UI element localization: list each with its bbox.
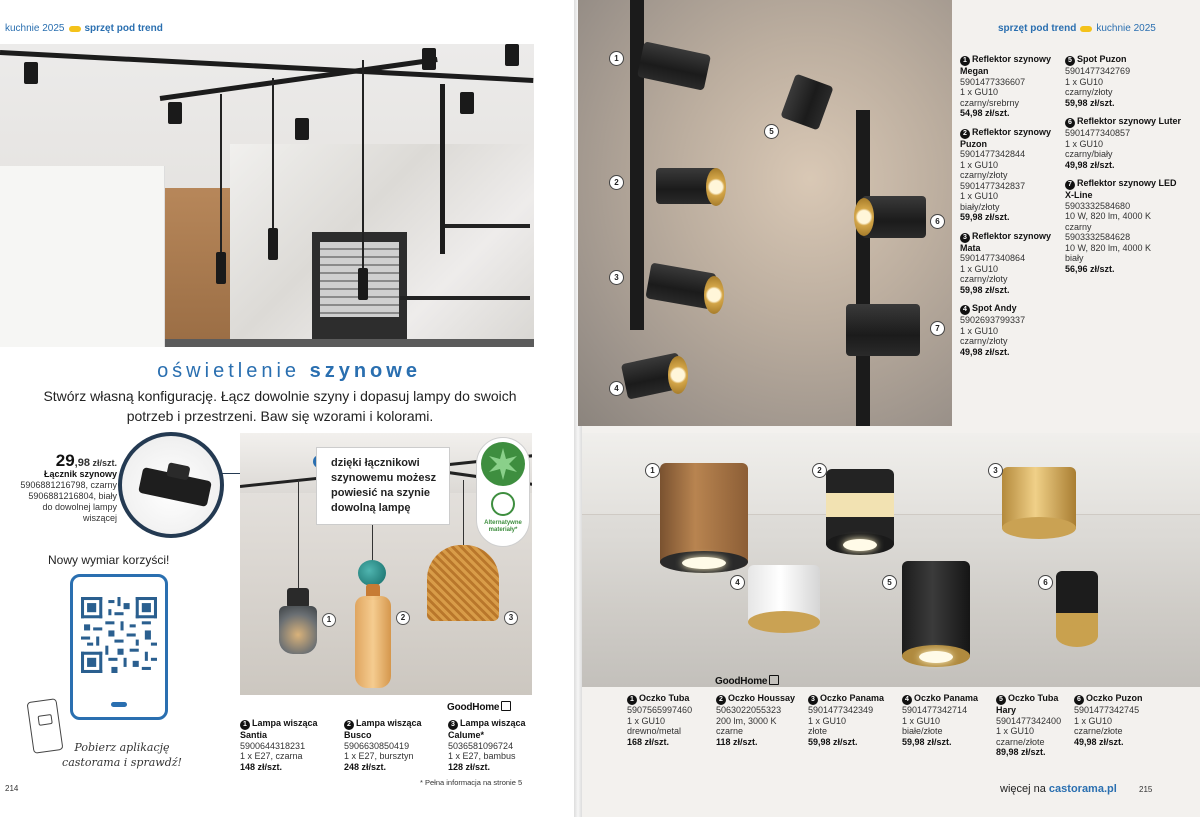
spots-list-col1: [960, 54, 1060, 357]
kitchen-shelf-top: [440, 224, 530, 228]
spot-xline: [846, 304, 920, 356]
spot-item: 6 Reflektor szynowy Luter 5901477340857 1 x GU10 czarny/biały 49,98 zł/szt.: [1065, 116, 1182, 170]
lamp-santia: [279, 606, 317, 654]
eco-badge: [476, 437, 530, 547]
pendant-info-1: 1 Lampa wisząca Santia 5900644318231 1 x E27, czarna 148 zł/szt.: [240, 718, 318, 772]
lamp-wire: [463, 480, 464, 546]
spot-badge: 2: [609, 175, 624, 190]
spot-mata-ring: [704, 276, 724, 314]
kitchen-counter: [165, 339, 534, 347]
downlight-badge: 1: [645, 463, 660, 478]
kitchen-cabinets: [0, 166, 165, 347]
downlight-panama-white: [748, 565, 820, 627]
downlight-badge: 4: [730, 575, 745, 590]
breadcrumb-pill: [1080, 26, 1092, 32]
connector-price-unit: zł/szt.: [92, 458, 117, 468]
qr-code[interactable]: [81, 597, 157, 673]
track-rail-vertical: [440, 84, 445, 254]
track-rail-1: [0, 50, 533, 83]
downlight-info-6: 6 Oczko Puzon 5901477342745 1 x GU10 czarne/złote 49,98 zł/szt.: [1074, 693, 1143, 747]
track-spot: [505, 44, 519, 66]
kitchen-pendant: [272, 78, 274, 230]
track-spot: [295, 118, 309, 140]
downlight-panama-gold: [1002, 467, 1076, 533]
title-light: oświetlenie: [157, 360, 301, 382]
connector-desc: wiszącej: [82, 513, 117, 523]
lamp-busco-ball: [358, 560, 386, 586]
spot-item: 5 Spot Puzon 5901477342769 1 x GU10 czarny/złoty 59,98 zł/szt.: [1065, 54, 1131, 108]
downlight-info-2: 2 Oczko Houssay 5063022055323 200 lm, 3000 K czarne 118 zł/szt.: [716, 693, 796, 747]
downlight-puzon: [1056, 571, 1098, 641]
lamp-calume: [427, 545, 499, 621]
camera-icon: [38, 714, 53, 726]
downlight-info-1: 1 Oczko Tuba 5907565997460 1 x GU10 drewno/metal 168 zł/szt.: [627, 693, 693, 747]
eco-badge-text: Alternatywne materiały*: [484, 520, 522, 533]
connector-name: Łącznik szynowy: [43, 469, 117, 479]
connector-desc: 5906881216804, biały: [28, 491, 117, 501]
spot-badge: 5: [764, 124, 779, 139]
spot-megan: [637, 41, 711, 90]
downlight-info-4: 4 Oczko Panama 5901477342714 1 x GU10 białe/złote 59,98 zł/szt.: [902, 693, 979, 747]
qr-cta: Pobierz aplikację castorama i sprawdź!: [62, 741, 182, 769]
track-spot: [24, 62, 38, 84]
spot-badge: 4: [609, 381, 624, 396]
track-spots-photo: [578, 0, 952, 426]
downlight-badge: 6: [1038, 575, 1053, 590]
pendant-badge: 2: [396, 611, 410, 625]
pendant-badge: 1: [322, 613, 336, 627]
track-rail-vertical: [856, 110, 870, 426]
downlight-info-5: 5 Oczko Tuba Hary 5901477342400 1 x GU10 czarne/złote 89,98 zł/szt.: [996, 693, 1062, 757]
spot-luter-ring: [854, 198, 874, 236]
spot-badge: 7: [930, 321, 945, 336]
connector-desc: 5906881216798, czarny: [20, 480, 117, 490]
kitchen-shelf-bottom: [400, 296, 530, 300]
recycle-leaf-icon: [491, 492, 515, 516]
castorama-link[interactable]: castorama.pl: [1048, 783, 1117, 795]
goodhome-logo: GoodHome: [715, 675, 779, 687]
downlight-tuba-hary: [902, 561, 970, 661]
lamp-wire: [298, 480, 299, 588]
breadcrumb-section: kuchnie 2025: [1096, 23, 1156, 34]
pendant-info-3: 3 Lampa wisząca Calume* 5036581096724 1 x E27, bambus 128 zł/szt.: [448, 718, 526, 772]
spot-puzon-ring: [706, 168, 726, 206]
breadcrumb-pill: [69, 26, 81, 32]
breadcrumb-right: [998, 23, 1156, 34]
goodhome-logo: GoodHome: [447, 701, 511, 713]
breadcrumb-section: kuchnie 2025: [5, 23, 65, 34]
downlight-badge: 5: [882, 575, 897, 590]
kitchen-pendant: [362, 60, 364, 270]
downlight-tuba: [660, 463, 748, 567]
connector-image: [118, 432, 224, 538]
spot-puzon-wall: [780, 74, 833, 131]
downlight-houssay: [826, 469, 894, 549]
connector-price-block: [5, 451, 117, 524]
kitchen-pendant: [220, 94, 222, 254]
breadcrumb-topic: sprzęt pod trend: [998, 23, 1077, 34]
connector-price-dec: ,98: [74, 457, 90, 469]
eco-star-icon: [481, 442, 525, 486]
phone-frame: [70, 574, 168, 720]
spots-list-col2: [1065, 54, 1185, 274]
spot-item: 3 Reflektor szynowy Mata 5901477340864 1 x GU10 czarny/złoty 59,98 zł/szt.: [960, 230, 1052, 295]
breadcrumb-topic: sprzęt pod trend: [84, 23, 163, 34]
footnote: * Pełna informacja na stronie 5: [420, 778, 523, 787]
title-bold: szynowe: [309, 360, 421, 382]
downlight-badge: 2: [812, 463, 827, 478]
downlight-info-3: 3 Oczko Panama 5901477342349 1 x GU10 złote 59,98 zł/szt.: [808, 693, 885, 747]
pendant-info-2: 2 Lampa wisząca Busco 5906630850419 1 x E27, bursztyn 248 zł/szt.: [344, 718, 422, 772]
spot-badge: 6: [930, 214, 945, 229]
lamp-santia-cap: [287, 588, 309, 608]
connector-price-int: 29: [55, 451, 75, 470]
downlights-photo: [582, 433, 1200, 687]
page-number-right: 215: [1139, 785, 1153, 794]
track-spot: [168, 102, 182, 124]
spot-item: 2 Reflektor szynowy Puzon 5901477342844 1 x GU10 czarny/złoty 5901477342837 1 x GU10 biały/złoty 59,98 zł/szt.: [960, 126, 1052, 222]
lamp-busco: [355, 596, 391, 688]
qr-headline: Nowy wymiar korzyści!: [48, 553, 170, 567]
pendant-badge: 3: [504, 611, 518, 625]
more-info: [1000, 783, 1117, 795]
lead-text: Stwórz własną konfigurację. Łącz dowolnie szyny i dopasuj lampy do swoich potrzeb i przestrzeni. Baw się wzorami i kolorami.: [43, 388, 517, 424]
phone-home-button: [111, 702, 127, 707]
connector-shape: [138, 467, 212, 507]
kitchen-photo: [0, 44, 534, 347]
callout-box: dzięki łącznikowi szynowemu możesz powiesić na szynie dowolną lampę: [316, 447, 450, 525]
breadcrumb-left: [5, 23, 163, 34]
connector-desc: do dowolnej lampy: [42, 502, 117, 512]
spot-badge: 1: [609, 51, 624, 66]
spot-item: 4 Spot Andy 5902693799337 1 x GU10 czarny/złoty 49,98 zł/szt.: [960, 303, 1026, 357]
downlight-badge: 3: [988, 463, 1003, 478]
spot-item: 1 Reflektor szynowy Megan 5901477336607 1 x GU10 czarny/srebrny 54,98 zł/szt.: [960, 54, 1052, 118]
spot-andy-ring: [668, 356, 688, 394]
section-title: [0, 360, 578, 383]
spot-item: 7 Reflektor szynowy LED X-Line 5903332584680 10 W, 820 lm, 4000 K czarny 5903332584628 10 W, 820 lm, 4000 K biały 56,96 zł/szt.: [1065, 178, 1177, 274]
track-spot: [460, 92, 474, 114]
page-number-left: 214: [5, 784, 19, 793]
track-spot: [422, 48, 436, 70]
more-text: więcej na: [1000, 783, 1046, 795]
spot-badge: 3: [609, 270, 624, 285]
